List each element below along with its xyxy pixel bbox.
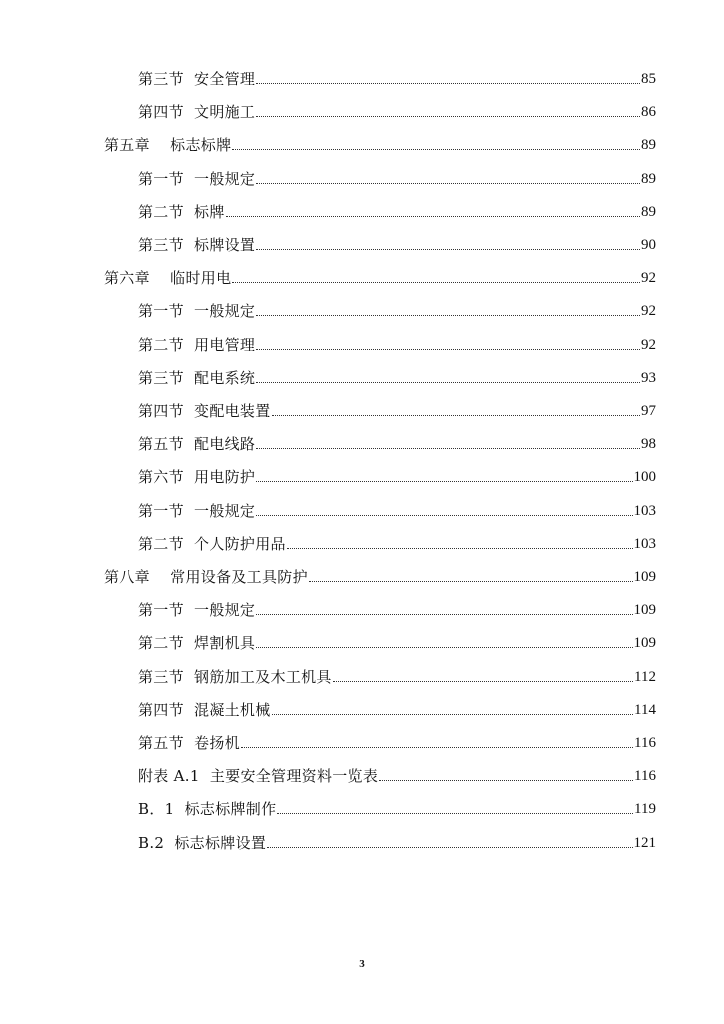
toc-entry-label: 第三节 配电系统 [138,368,256,387]
toc-entry-page: 92 [641,336,656,353]
dot-leader [287,548,633,549]
toc-entry-label: 第六节 用电防护 [138,468,256,487]
toc-entry-page: 92 [641,303,656,320]
toc-entry-page: 85 [641,71,656,87]
toc-section-entry [138,527,656,553]
dot-leader [256,515,632,516]
toc-entry-page: 109 [633,635,656,652]
toc-entry-label: 第五章 标志标牌 [104,136,232,155]
toc-section-entry [138,228,656,254]
toc-entry-page: 92 [641,270,656,287]
toc-entry-page: 103 [633,535,656,552]
dot-leader [256,448,640,449]
toc-entry-page: 86 [641,104,656,121]
toc-entry-label: 第二节 焊割机具 [138,634,256,653]
toc-entry-label: 第一节 一般规定 [138,302,256,321]
toc-entry-label: 第四节 文明施工 [138,103,256,122]
toc-entry-label: 第三节 安全管理 [138,70,256,88]
dot-leader [226,216,640,217]
toc-section-entry [138,660,656,686]
toc-section-entry [138,394,656,420]
toc-appendix-entry [138,759,656,785]
dot-leader [256,349,640,350]
toc-entry-page: 103 [633,502,656,519]
dot-leader [277,813,633,814]
dot-leader [241,747,633,748]
toc-entry-page: 121 [633,834,656,851]
toc-entry-label: 第四节 变配电装置 [138,402,271,420]
dot-leader [267,847,632,848]
toc-entry-page: 116 [634,768,656,785]
toc-section-entry [138,62,656,88]
toc-section-entry [138,593,656,619]
toc-section-entry [138,626,656,652]
toc-chapter-entry [104,261,656,287]
toc-entry-label: 第八章 常用设备及工具防护 [104,568,308,586]
toc-chapter-entry [104,128,656,154]
toc-entry-page: 89 [641,137,656,154]
toc-section-entry [138,162,656,188]
toc-section-entry [138,494,656,520]
dot-leader [256,183,640,184]
dot-leader [256,315,640,316]
dot-leader [309,581,633,582]
toc-entry-page: 109 [633,569,656,585]
toc-section-entry [138,460,656,486]
toc-section-entry [138,693,656,719]
toc-entry-page: 100 [633,469,656,486]
toc-entry-page: 116 [634,735,656,751]
page-number: 3 [359,958,365,970]
toc-entry-label: 第一节 一般规定 [138,169,256,188]
toc-entry-page: 109 [633,602,656,619]
toc-entry-label: 第五节 配电线路 [138,435,256,454]
dot-leader [256,647,632,648]
dot-leader [379,780,633,781]
dot-leader [256,481,632,482]
toc-entry-label: 第三节 标牌设置 [138,236,256,254]
toc-section-entry [138,361,656,387]
toc-entry-page: 90 [641,237,656,253]
toc-section-entry [138,726,656,752]
toc-entry-label: 第六章 临时用电 [104,269,232,288]
toc-entry-page: 98 [641,436,656,453]
toc-entry-label: 第二节 用电管理 [138,335,256,354]
toc-entry-page: 112 [634,668,656,685]
toc-entry-label: B.2 标志标牌设置 [138,833,267,852]
toc-section-entry [138,195,656,221]
dot-leader [256,614,632,615]
toc-section-entry [138,294,656,320]
dot-leader [256,249,640,250]
toc-entry-label: 第一节 一般规定 [138,601,256,620]
dot-leader [272,714,634,715]
toc-entry-label: 第五节 卷扬机 [138,734,240,752]
dot-leader [272,415,640,416]
toc-entry-label: 第二节 个人防护用品 [138,534,286,553]
dot-leader [232,282,640,283]
toc-entry-label: 附表 A.1 主要安全管理资料一览表 [138,767,379,786]
toc-section-entry [138,328,656,354]
dot-leader [256,116,640,117]
toc-entry-page: 119 [634,801,656,818]
toc-entry-page: 114 [634,701,656,718]
toc-entry-label: 第一节 一般规定 [138,501,256,520]
toc-entry-page: 93 [641,369,656,386]
toc-entry-page: 89 [641,170,656,187]
toc-entry-label: 第二节 标牌 [138,202,225,221]
toc-chapter-entry [104,560,656,586]
toc-section-entry [138,95,656,121]
toc-appendix-entry [138,826,656,852]
dot-leader [333,681,633,682]
dot-leader [256,83,640,84]
toc-entry-label: 第四节 混凝土机械 [138,700,271,719]
dot-leader [256,382,640,383]
toc-appendix-entry [138,792,656,818]
toc-entry-label: B．1 标志标牌制作 [138,800,277,819]
toc-section-entry [138,427,656,453]
dot-leader [232,149,640,150]
toc-entry-page: 97 [641,403,656,419]
toc-entry-label: 第三节 钢筋加工及木工机具 [138,667,332,686]
toc-entry-page: 89 [641,203,656,220]
